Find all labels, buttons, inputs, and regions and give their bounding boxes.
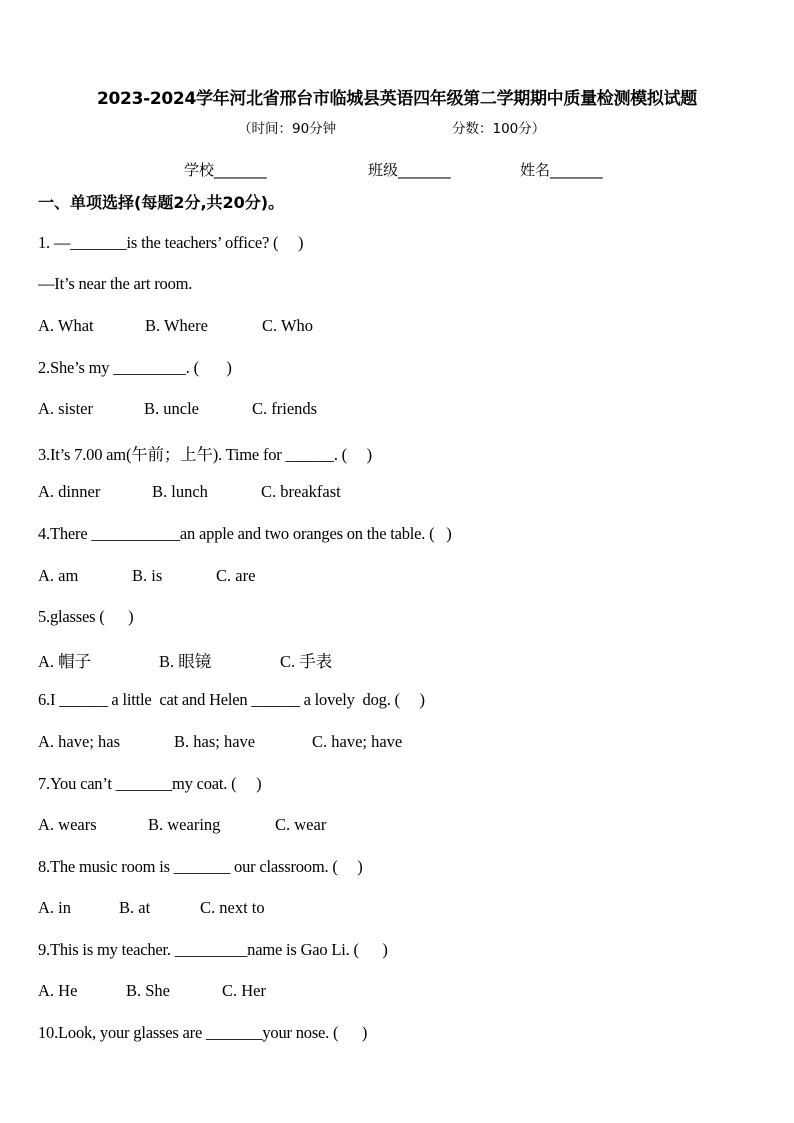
question-5-stem: 5.glasses ( ) [38,607,134,626]
option-c: C. are [216,566,256,585]
option-c: C. have; have [312,732,403,751]
option-a: A. He [38,981,78,1000]
exam-time: （时间：90分钟 [238,121,337,137]
option-a: A. dinner [38,482,101,501]
question-1-options [38,316,313,336]
school-field: 学校_______ [184,161,267,179]
question-6-stem: 6.I ______ a little cat and Helen ______ a lovely dog. ( ) [38,690,425,709]
option-c: C. 手表 [280,652,333,671]
question-3-options [38,482,341,502]
option-b: B. has; have [174,732,256,751]
question-5-options [38,648,332,672]
option-a: A. 帽子 [38,652,92,671]
option-b: B. is [132,566,163,585]
question-8-options [38,898,265,918]
option-b: B. She [126,981,171,1000]
question-9-options [38,981,266,1001]
option-c: C. Her [222,981,266,1000]
option-c: C. next to [200,898,265,917]
question-8-stem: 8.The music room is _______ our classroom. ( ) [38,857,363,876]
name-field: 姓名_______ [520,161,603,179]
class-field: 班级_______ [368,161,451,179]
option-c: C. breakfast [261,482,341,501]
question-7-options [38,815,326,835]
option-a: A. in [38,898,71,917]
option-c: C. wear [275,815,327,834]
question-9-stem: 9.This is my teacher. _________name is Gao Li. ( ) [38,940,388,959]
question-2-stem: 2.She’s my _________. ( ) [38,358,232,377]
option-b: B. lunch [152,482,208,501]
exam-title: 2023-2024学年河北省邢台市临城县英语四年级第二学期期中质量检测模拟试题 [97,89,697,109]
option-c: C. friends [252,399,318,418]
option-a: A. What [38,316,94,335]
option-b: B. uncle [144,399,199,418]
option-a: A. am [38,566,79,585]
question-10-stem: 10.Look, your glasses are _______your nose. ( ) [38,1023,368,1042]
option-a: A. have; has [38,732,121,751]
question-7-stem: 7.You can’t _______my coat. ( ) [38,774,262,793]
question-1-reply: —It’s near the art room. [38,274,193,293]
question-4-options [38,566,255,586]
question-3-stem: 3.It’s 7.00 am(午前；上午). Time for ______. ( ) [38,445,372,464]
option-b: B. Where [145,316,208,335]
option-b: B. wearing [148,815,221,834]
option-b: B. at [119,898,151,917]
question-4-stem: 4.There ___________an apple and two oranges on the table. ( ) [38,524,452,543]
question-2-options [38,399,317,419]
option-a: A. sister [38,399,93,418]
option-a: A. wears [38,815,97,834]
option-b: B. 眼镜 [159,652,212,671]
exam-score: 分数：100分） [452,121,546,137]
question-1-stem: 1. —_______is the teachers’ office? ( ) [38,233,304,252]
question-6-options [38,732,402,752]
option-c: C. Who [262,316,314,335]
section-heading: 一、单项选择(每题2分,共20分)。 [38,193,285,212]
